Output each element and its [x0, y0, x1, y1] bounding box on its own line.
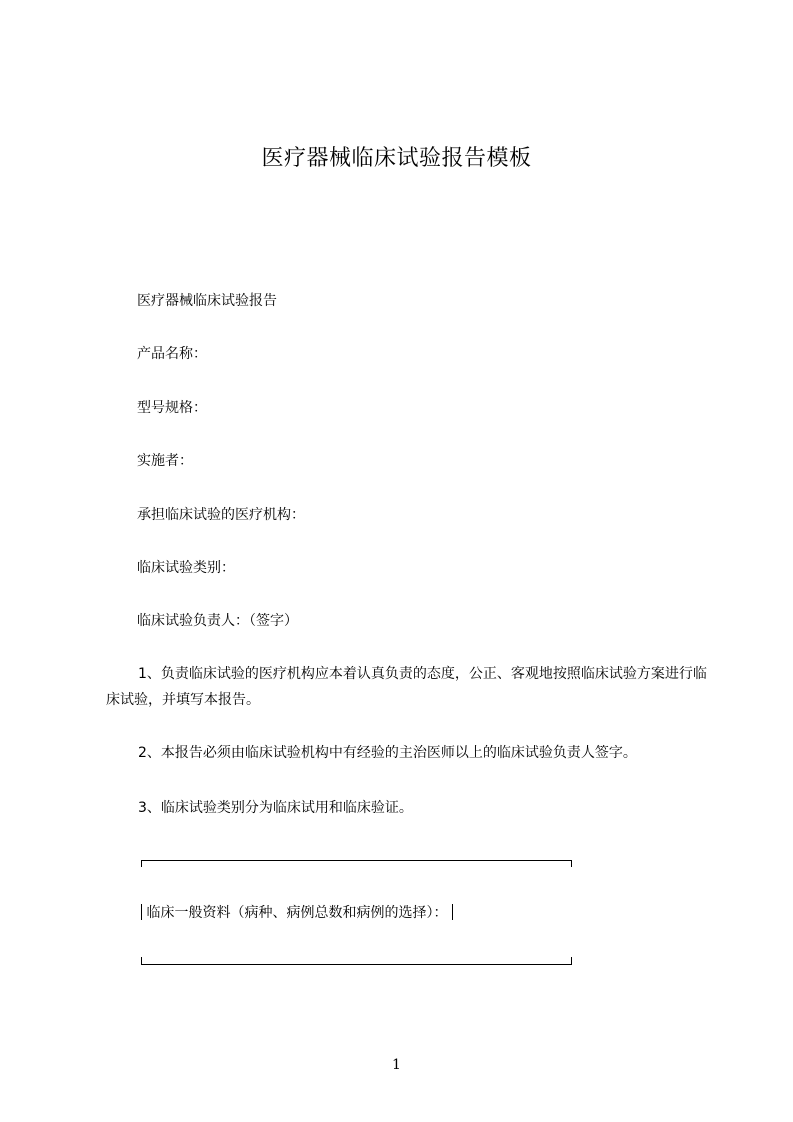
note-1-text: 1、负责临床试验的医疗机构应本着认真负责的态度，公正、客观地按照临床试验方案进行临床试验，并填写本报告。	[106, 666, 707, 708]
table-left-bar	[141, 904, 142, 920]
table-bottom-rule	[141, 964, 572, 965]
table-top-border	[141, 860, 572, 868]
table-right-bar	[452, 904, 453, 920]
field-trial-category: 临床试验类别：	[137, 560, 235, 576]
note-1	[106, 661, 718, 713]
table-row-general-info	[141, 904, 453, 922]
field-model-spec: 型号规格：	[137, 400, 207, 416]
note-2	[106, 740, 718, 766]
table-bottom-left-corner	[141, 957, 142, 964]
note-3	[106, 795, 718, 821]
note-3-text: 3、临床试验类别分为临床试用和临床验证。	[138, 800, 413, 816]
document-title: 医疗器械临床试验报告模板	[261, 146, 532, 171]
field-implementer: 实施者：	[137, 453, 193, 469]
page-number: 1	[392, 1057, 401, 1073]
field-institution: 承担临床试验的医疗机构：	[137, 507, 305, 523]
table-bottom-right-corner	[571, 957, 572, 964]
document-subtitle: 医疗器械临床试验报告	[137, 293, 277, 309]
table-top-right-corner	[571, 860, 572, 867]
note-2-text: 2、本报告必须由临床试验机构中有经验的主治医师以上的临床试验负责人签字。	[138, 745, 637, 761]
field-principal-signature: 临床试验负责人：（签字）	[137, 613, 298, 629]
table-top-rule	[141, 860, 572, 861]
table-row-text: 临床一般资料（病种、病例总数和病例的选择）：	[146, 905, 448, 921]
table-top-left-corner	[141, 860, 142, 867]
field-product-name: 产品名称：	[137, 346, 207, 362]
table-bottom-border	[141, 957, 572, 965]
